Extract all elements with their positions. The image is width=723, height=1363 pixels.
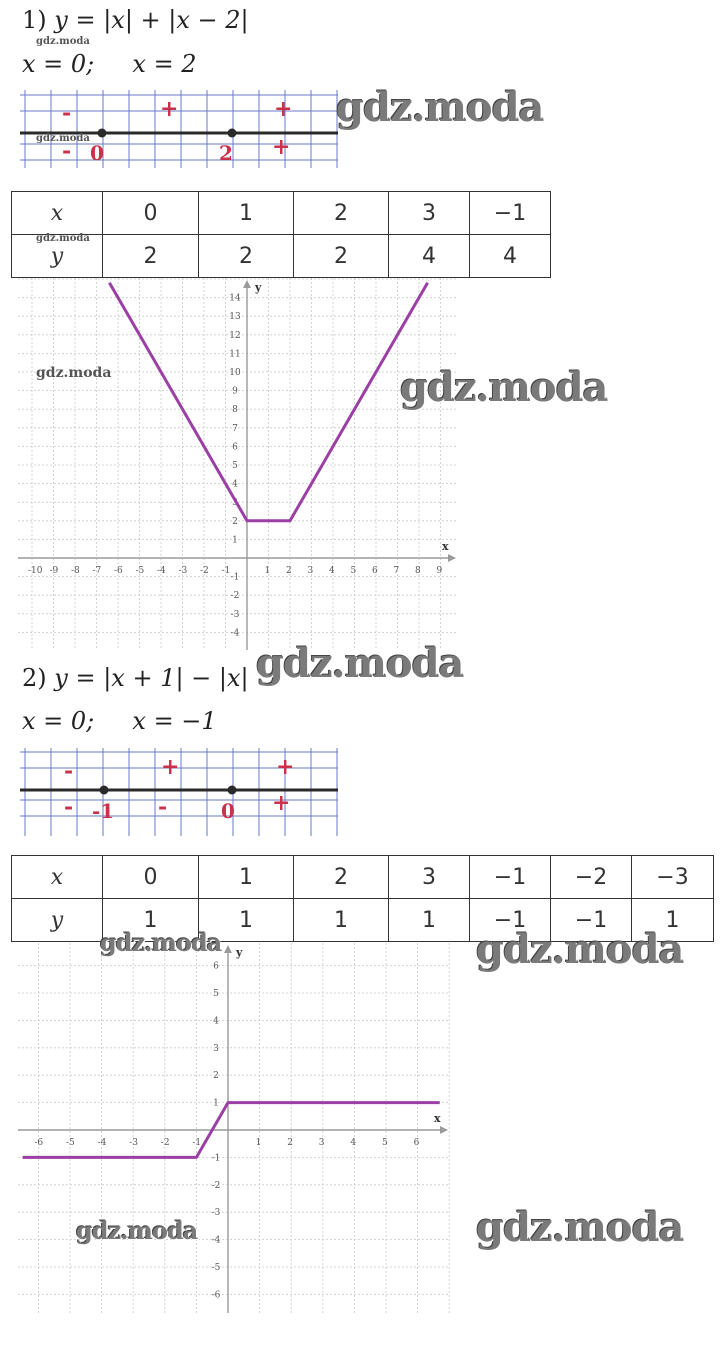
sign-bottom-2: - <box>158 794 168 820</box>
x-tick-label: 4 <box>329 566 335 576</box>
watermark-large: gdz.moda <box>256 640 464 687</box>
watermark-large: gdz.moda <box>476 1204 684 1251</box>
x-tick-label: -10 <box>28 566 43 576</box>
sign-line-2 <box>20 748 340 836</box>
watermark-tiny: gdz.moda <box>36 36 90 47</box>
table-cell: 3 <box>389 192 470 235</box>
point-label-minus-1: -1 <box>92 799 115 823</box>
y-tick-label: 13 <box>229 312 241 323</box>
table-cell: 2 <box>294 235 389 278</box>
y-tick-label: 3 <box>232 498 238 509</box>
table-cell: −1 <box>470 899 551 942</box>
watermark-tiny: gdz.moda <box>36 133 90 144</box>
problem2-zeros <box>22 707 217 735</box>
x-tick-label: -3 <box>178 566 188 576</box>
y-axis-label: y <box>236 946 243 959</box>
y-tick-label: -2 <box>230 591 240 602</box>
problem2-heading <box>22 664 249 692</box>
sign-bottom-1: - <box>64 794 74 820</box>
point-2 <box>228 129 237 138</box>
x-axis-label: x <box>442 540 449 553</box>
x-tick-label: 5 <box>382 1138 388 1148</box>
problem2-formula: y = |x + 1| − |x| <box>54 664 249 692</box>
point-0 <box>98 129 107 138</box>
x-tick-label: 6 <box>413 1138 420 1148</box>
sign-top-3: + <box>274 96 293 122</box>
problem1-zeros <box>22 50 197 78</box>
table-cell: 2 <box>294 192 389 235</box>
x-tick-label: 2 <box>287 1138 293 1148</box>
x-tick-label: -4 <box>157 566 166 576</box>
watermark-medium: gdz.moda <box>100 928 222 957</box>
table-cell: 3 <box>389 856 470 899</box>
point-minus-1 <box>100 786 109 795</box>
x-axis-arrow <box>448 554 456 562</box>
x-tick-label: -2 <box>160 1138 170 1148</box>
table-cell: −2 <box>551 856 632 899</box>
y-tick-label: 3 <box>213 1043 219 1054</box>
y-tick-label: 6 <box>232 442 238 453</box>
y-tick-label: 2 <box>213 1071 219 1082</box>
y-tick-label: -5 <box>211 1263 221 1273</box>
y-tick-label: 12 <box>229 330 241 341</box>
graph-1 <box>18 278 458 650</box>
sign-top-1: - <box>64 758 74 784</box>
y-tick-label: 9 <box>232 386 238 397</box>
x-tick-label: -6 <box>34 1138 44 1148</box>
sign-top-2: + <box>160 96 179 122</box>
table-row-x <box>12 856 714 899</box>
watermark-medium: gdz.moda <box>76 1216 198 1245</box>
table-cell: 4 <box>470 235 551 278</box>
table-row-y <box>12 235 551 278</box>
table-header-x: x <box>12 192 103 235</box>
y-tick-label: 7 <box>232 423 238 434</box>
table-cell: 1 <box>199 192 294 235</box>
x-tick-label: -1 <box>192 1138 202 1148</box>
table-cell: 0 <box>103 856 199 899</box>
y-tick-label: -6 <box>211 1290 221 1301</box>
sign-bottom-3: + <box>272 790 291 816</box>
y-tick-label: 14 <box>229 293 241 304</box>
x-tick-label: -4 <box>97 1138 107 1148</box>
y-tick-label: -4 <box>230 628 240 639</box>
point-0 <box>228 786 237 795</box>
x-tick-label: -2 <box>200 566 209 576</box>
sign-line-1 <box>20 90 340 168</box>
x-tick-label: 7 <box>393 566 400 576</box>
y-tick-label: 8 <box>232 405 238 416</box>
table-cell: −1 <box>470 192 551 235</box>
table-cell: −3 <box>632 856 714 899</box>
table-cell: 1 <box>199 856 294 899</box>
problem1-number: 1) <box>22 6 47 34</box>
problem1-formula: y = |x| + |x − 2| <box>54 6 249 34</box>
y-axis-arrow <box>243 280 251 288</box>
y-tick-label: -2 <box>211 1180 221 1191</box>
watermark-tiny: gdz.moda <box>36 233 90 244</box>
x-tick-label: -1 <box>221 566 231 576</box>
y-tick-label: -3 <box>230 609 240 620</box>
x-tick-label: -3 <box>129 1138 138 1148</box>
y-axis-arrow <box>224 945 232 953</box>
x-tick-label: 6 <box>372 566 378 576</box>
table-row-x <box>12 192 551 235</box>
y-tick-label: -1 <box>230 572 240 583</box>
problem1-heading <box>22 6 249 34</box>
watermark-large: gdz.moda <box>400 364 608 411</box>
table-cell: 2 <box>199 235 294 278</box>
y-tick-label: 5 <box>232 461 238 471</box>
point-label-0: 0 <box>221 799 235 823</box>
table-cell: 2 <box>294 856 389 899</box>
watermark-small: gdz.moda <box>36 365 112 381</box>
graph-2 <box>18 943 450 1313</box>
x-tick-label: 1 <box>264 566 271 576</box>
y-tick-label: 6 <box>213 961 219 972</box>
x-tick-label: -6 <box>114 566 123 576</box>
watermark-large: gdz.moda <box>476 926 684 973</box>
problem2-number: 2) <box>22 664 47 692</box>
y-tick-label: -3 <box>211 1208 221 1219</box>
sign-top-1: - <box>62 100 72 126</box>
table-cell: 4 <box>389 235 470 278</box>
y-tick-label: 5 <box>213 989 219 999</box>
problem1-zeros-text: x = 0; x = 2 <box>22 50 197 78</box>
point-label-0: 0 <box>90 141 104 165</box>
values-table-1 <box>11 191 551 278</box>
table-cell: −1 <box>551 899 632 942</box>
table-cell: −1 <box>470 856 551 899</box>
table-header-y-text: y <box>50 243 64 269</box>
x-tick-label: -7 <box>92 566 102 576</box>
x-tick-label: 3 <box>307 566 314 576</box>
table-header-x: x <box>12 856 103 899</box>
problem2-zeros-text: x = 0; x = −1 <box>22 707 217 735</box>
sign-bottom-1: - <box>62 138 72 164</box>
table-cell: 1 <box>294 899 389 942</box>
x-tick-label: 1 <box>255 1138 262 1148</box>
table-cell: 0 <box>103 192 199 235</box>
grid <box>18 943 450 1313</box>
y-tick-label: -1 <box>211 1153 221 1164</box>
table-cell: 1 <box>632 899 714 942</box>
table-cell: 1 <box>199 899 294 942</box>
watermark-large: gdz.moda <box>336 84 544 131</box>
x-axis-arrow <box>440 1126 448 1134</box>
table-cell: 1 <box>103 899 199 942</box>
y-tick-label: 4 <box>213 1016 219 1027</box>
table-header-y: y <box>12 899 103 942</box>
x-tick-label: 3 <box>318 1138 325 1148</box>
x-tick-label: 4 <box>350 1138 357 1148</box>
y-axis-label: y <box>255 281 262 294</box>
table-cell: 2 <box>103 235 199 278</box>
y-tick-label: 1 <box>232 535 238 546</box>
table-header-y <box>12 235 103 278</box>
x-tick-label: 9 <box>436 566 443 576</box>
sign-bottom-2: + <box>272 134 291 160</box>
x-tick-label: 8 <box>415 566 421 576</box>
y-tick-label: 2 <box>232 516 238 527</box>
y-tick-label: 1 <box>213 1098 219 1109</box>
x-tick-label: 2 <box>286 566 292 576</box>
y-tick-label: 10 <box>229 368 241 378</box>
y-tick-label: 11 <box>229 349 241 360</box>
point-label-2: 2 <box>219 141 233 165</box>
x-tick-label: -5 <box>66 1138 75 1148</box>
x-axis-label: x <box>434 1112 441 1125</box>
y-tick-label: 4 <box>232 479 238 490</box>
table-cell: 1 <box>389 899 470 942</box>
x-tick-label: 5 <box>350 566 357 576</box>
sign-top-2: + <box>161 754 180 780</box>
sign-top-3: + <box>276 754 295 780</box>
x-tick-label: -5 <box>135 566 145 576</box>
x-tick-label: -8 <box>71 566 80 576</box>
x-tick-label: -9 <box>49 566 59 576</box>
y-tick-label: -4 <box>211 1235 221 1246</box>
